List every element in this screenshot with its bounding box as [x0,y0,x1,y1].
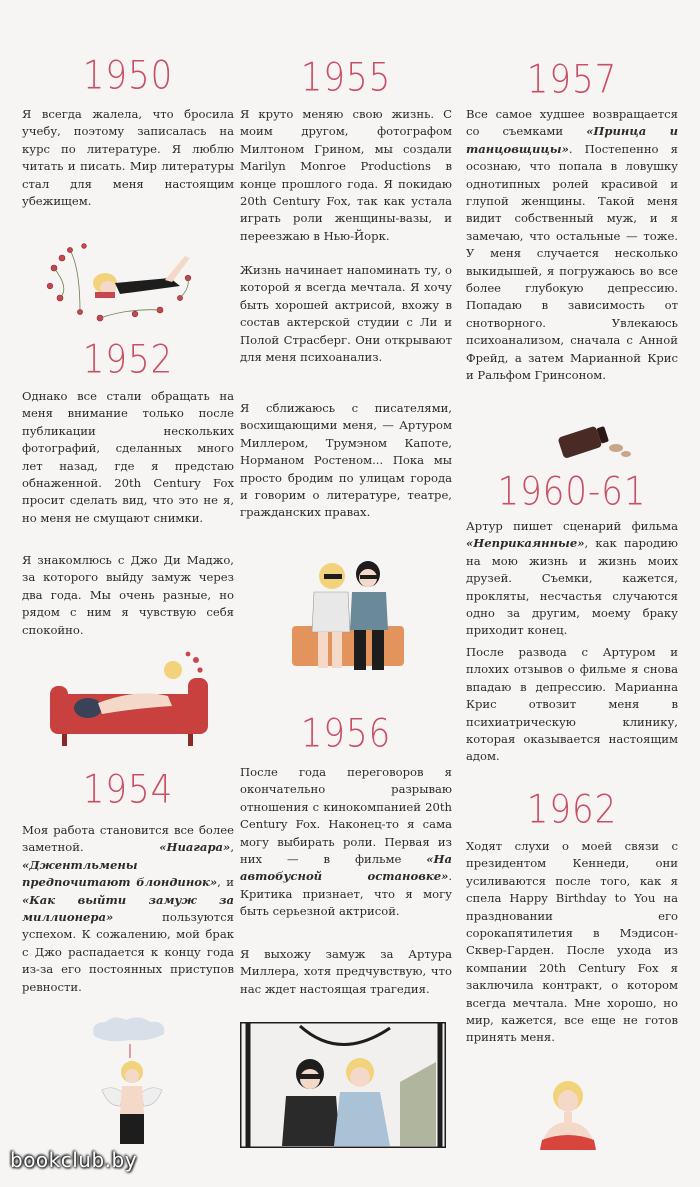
text-1960-a [466,518,678,640]
film-title-misfits: «Неприкаянные» [466,536,585,551]
text-1954 [22,822,234,996]
film-title-millionaire: «Как выйти замуж за миллионера» [22,892,234,925]
year-1955: 1955 [300,55,392,101]
watermark: bookclub.by [10,1148,138,1172]
year-1962: 1962 [526,787,618,833]
year-1954: 1954 [82,767,174,813]
text-1955-c: Я сближаюсь с писателями, восхищающими меня, — Артуром Миллером, Трумэном Капоте, Норманом Ростеном... Пока мы просто бродим по улицам города и говорим о литературе, театре, гражданских правах. [240,401,452,520]
text-1962: Ходят слухи о моей связи с президентом Кеннеди, они усиливаются после того, как я спела Happy Birthday to You на праздновании его сорокапятилетия в Мэдисон-Сквер-Гарден. После ухода из компании 20th Century Fox я заключила контракт, о котором всегда мечтала. Мне хорошо, но мир, кажется, все еще не готов принять меня. [466,839,678,1045]
text-1955-a: Я круто меняю свою жизнь. С моим другом, фотографом Милтоном Грином, мы создали Marilyn Monroe Productions в конце прошлого года. Я покидаю 20th Century Fox, так как устала играть роли женщины-вазы, и переезжаю в Нью-Йорк. [240,107,452,243]
text-1950: Я всегда жалела, что бросила учебу, поэтому записалась на курс по литературе. Я люблю читать и писать. Мир литературы стал для меня настоящим убежищем. [22,107,234,209]
text-1954-sep2: , и [217,875,234,890]
illustration-reading-woman [40,228,200,324]
text-1954-intro: Моя работа становится все более заметной. [22,823,234,855]
film-title-niagara: «Ниагара» [159,840,231,855]
text-1955-b: Жизнь начинает напоминать ту, о которой я всегда мечтала. Я хочу быть хорошей актрисой, вхожу в состав актерской студии с Ли и Полой Страсберг. Они открывают для меня психоанализ. [240,263,452,365]
column-3 [466,0,678,1187]
film-title-prince-showgirl: «Принца и танцовщицы» [466,124,679,156]
text-1956-intro: После года переговоров я окончательно разрываю отношения с кинокомпанией 20th Century Fox. Наконец-то я сама могу выбирать роли. Первая из них — в фильме [240,765,452,867]
text-1957-intro: Все самое худшее возвращается со съемками [466,107,678,139]
text-1956-b: Я выхожу замуж за Артура Миллера, хотя предчувствую, что нас ждет настоящая трагедия. [240,947,452,996]
text-1956-a [240,764,452,921]
text-1957 [466,106,678,385]
illustration-angel-woman [80,1014,184,1148]
text-1960-outro: , как пародию на мою жизнь и жизнь моих друзей. Съемки, кажется, прокляты, несчастья случаются одно за другим, моему браку приходит конец. [466,536,678,638]
text-1956-outro: . Критика признает, что я могу быть серьезной актрисой. [240,869,452,919]
film-title-bus-stop: «На автобусной остановке» [240,852,452,884]
text-1954-outro: пользуются успехом. К сожалению, мой брак с Джо распадается к концу года из-за его постоянных приступов ревности. [22,910,234,994]
text-1954-sep1: , [230,840,234,855]
illustration-blonde-woman [532,1074,604,1150]
column-1 [22,0,234,1187]
column-2 [240,0,452,1187]
text-1960-intro: Артур пишет сценарий фильма [466,519,678,533]
text-1957-outro: . Постепенно я осознаю, что попала в ловушку однотипных ролей красивой и глупой женщины. Такой меня видит собственный муж, и я замечаю, что остальные — тоже. У меня случается несколько выкидышей, я погружаюсь во все более глубокую депрессию. Попадаю в зависимость от снотворного. Увлекаюсь психоанализом, сначала с Анной Фрейд, а затем Марианной Крис и Ральфом Гринсоном. [466,141,678,383]
illustration-couple-sitting [288,556,408,686]
illustration-wedding-couple [240,1022,446,1148]
year-1957: 1957 [526,57,618,103]
year-1960-61: 1960-61 [497,469,647,515]
text-1952-a: Однако все стали обращать на меня внимание только после публикации нескольких фотографий, сделанных много лет назад, где я предстаю обнаженной. 20th Century Fox просит сделать вид, что это не я, но меня не смущают снимки. [22,389,234,525]
year-1952: 1952 [82,337,174,383]
text-1960-b: После развода с Артуром и плохих отзывов о фильме я снова впадаю в депрессию. Марианна Крис отвозит меня в психиатрическую клинику, которая оказывается настоящим адом. [466,645,678,764]
year-1950: 1950 [82,53,174,99]
film-title-gentlemen: «Джентльмены предпочитают блондинок» [22,857,218,890]
year-1956: 1956 [300,711,392,757]
text-1952-b: Я знакомлюсь с Джо Ди Маджо, за которого выйду замуж через два года. Мы очень разные, но рядом с ним я чувствую себя спокойно. [22,553,234,637]
illustration-pill-bottle [554,420,634,464]
illustration-sofa-woman [48,648,212,748]
